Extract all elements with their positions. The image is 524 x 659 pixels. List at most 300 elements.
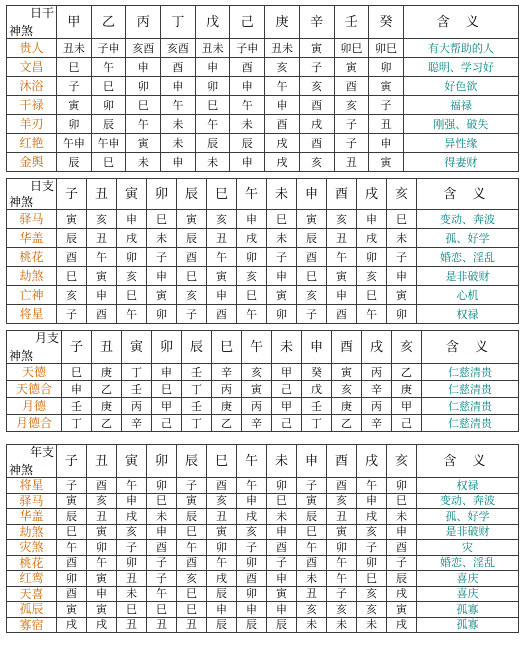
table-cell: 甲 <box>152 398 182 415</box>
table-cell: 子 <box>57 77 92 96</box>
table-row <box>7 540 519 556</box>
column-header: 子 <box>62 331 92 364</box>
table-cell: 丙 <box>362 364 392 381</box>
meaning-cell: 有大帮助的人 <box>403 39 518 58</box>
table-cell: 辰 <box>177 509 207 525</box>
table-cell: 申 <box>267 602 297 618</box>
table-row <box>7 134 519 153</box>
table-cell: 午 <box>126 115 161 134</box>
table-cell: 亥 <box>299 77 334 96</box>
table-cell: 卯 <box>147 478 177 494</box>
meaning-cell: 仁慈清贵 <box>422 364 519 381</box>
table-cell: 巳 <box>267 210 297 229</box>
table-cell: 卯巳 <box>334 39 369 58</box>
table-cell: 巳 <box>357 286 387 305</box>
table-cell: 亥 <box>177 571 207 587</box>
column-header: 亥 <box>392 331 422 364</box>
meaning-header: 含 义 <box>417 445 519 478</box>
table-cell: 申 <box>117 210 147 229</box>
table-cell: 巳 <box>387 210 417 229</box>
table-row <box>7 77 519 96</box>
row-label: 寡宿 <box>7 617 57 633</box>
row-label: 沐浴 <box>7 77 57 96</box>
table-cell: 丑 <box>327 229 357 248</box>
table-cell: 申 <box>62 381 92 398</box>
table-cell: 丑 <box>147 617 177 633</box>
table-cell: 辰 <box>297 229 327 248</box>
table-cell: 午 <box>207 555 237 571</box>
column-header: 酉 <box>327 445 357 478</box>
table-row <box>7 602 519 618</box>
table-cell: 申 <box>230 153 265 172</box>
table-cell: 卯 <box>387 305 417 324</box>
table-cell: 酉 <box>230 58 265 77</box>
column-header: 戌 <box>362 331 392 364</box>
table-cell: 丙 <box>212 381 242 398</box>
table-cell: 亥 <box>357 586 387 602</box>
table-cell: 辰 <box>297 509 327 525</box>
table-cell: 子 <box>177 305 207 324</box>
table-row <box>7 115 519 134</box>
row-label: 羊刃 <box>7 115 57 134</box>
table-row <box>7 571 519 587</box>
table-cell: 戌 <box>387 586 417 602</box>
table-cell: 酉 <box>87 305 117 324</box>
table-cell: 申 <box>207 602 237 618</box>
table-cell: 卯 <box>357 248 387 267</box>
table-cell: 甲 <box>272 364 302 381</box>
row-label: 桃花 <box>7 248 57 267</box>
header-row <box>7 179 519 210</box>
table-cell: 申 <box>237 602 267 618</box>
corner-top-label: 日干 <box>29 6 54 20</box>
table-cell: 巳 <box>177 586 207 602</box>
table-cell: 寅 <box>57 493 87 509</box>
column-header: 辰 <box>177 179 207 210</box>
meaning-cell: 孤、好学 <box>417 229 519 248</box>
table-cell: 未 <box>357 617 387 633</box>
meaning-cell: 福禄 <box>403 96 518 115</box>
table-cell: 卯 <box>87 540 117 556</box>
table-cell: 丑 <box>117 571 147 587</box>
table-cell: 寅 <box>87 571 117 587</box>
table-cell: 子 <box>57 478 87 494</box>
table-cell: 酉 <box>327 305 357 324</box>
table-cell: 未 <box>230 115 265 134</box>
table-cell: 未 <box>147 229 177 248</box>
month-branch-table <box>6 330 519 432</box>
table-cell: 午 <box>87 248 117 267</box>
table-cell: 申 <box>267 571 297 587</box>
column-header: 庚 <box>265 6 300 39</box>
column-header: 申 <box>302 331 332 364</box>
table-cell: 己 <box>272 415 302 432</box>
table-cell: 巳 <box>177 267 207 286</box>
table-cell: 酉 <box>207 305 237 324</box>
table-cell: 子 <box>299 58 334 77</box>
table-cell: 未 <box>195 153 230 172</box>
table-cell: 丑 <box>207 509 237 525</box>
meaning-cell: 权禄 <box>417 305 519 324</box>
table-cell: 丑 <box>327 509 357 525</box>
table-cell: 戌 <box>387 617 417 633</box>
table-cell: 子 <box>177 478 207 494</box>
table-cell: 寅 <box>297 493 327 509</box>
table-cell: 辰 <box>387 571 417 587</box>
table-cell: 午 <box>177 540 207 556</box>
table-cell: 巳 <box>297 524 327 540</box>
row-label: 将星 <box>7 305 57 324</box>
meaning-cell: 心机 <box>417 286 519 305</box>
table-cell: 亥 <box>357 524 387 540</box>
column-header: 辰 <box>177 445 207 478</box>
table-cell: 亥 <box>297 602 327 618</box>
table-cell: 亥 <box>265 58 300 77</box>
table-cell: 辰 <box>237 617 267 633</box>
meaning-cell: 喜庆 <box>417 586 519 602</box>
table-cell: 子 <box>357 540 387 556</box>
table-cell: 申 <box>161 153 196 172</box>
table-cell: 酉 <box>297 555 327 571</box>
table-cell: 午 <box>230 96 265 115</box>
header-row <box>7 331 519 364</box>
table-cell: 寅 <box>177 493 207 509</box>
column-header: 未 <box>267 179 297 210</box>
table-cell: 寅 <box>147 286 177 305</box>
table-cell: 卯 <box>91 96 126 115</box>
table-row <box>7 364 519 381</box>
table-cell: 戌 <box>265 153 300 172</box>
table-cell: 卯 <box>357 555 387 571</box>
table-cell: 午 <box>327 571 357 587</box>
table-cell: 癸 <box>302 364 332 381</box>
table-cell: 子 <box>267 248 297 267</box>
table-cell: 巳 <box>147 210 177 229</box>
column-header: 癸 <box>369 6 404 39</box>
column-header: 巳 <box>212 331 242 364</box>
table-cell: 寅 <box>207 267 237 286</box>
column-header: 辰 <box>182 331 212 364</box>
column-header: 巳 <box>207 445 237 478</box>
table-cell: 辰 <box>267 617 297 633</box>
column-header: 乙 <box>91 6 126 39</box>
table-cell: 巳 <box>147 602 177 618</box>
table-cell: 丁 <box>302 415 332 432</box>
table-cell: 子 <box>334 115 369 134</box>
table-row <box>7 617 519 633</box>
table-cell: 戌 <box>357 229 387 248</box>
table-row <box>7 286 519 305</box>
table-row <box>7 305 519 324</box>
corner-top-label: 日支 <box>29 179 54 193</box>
table-cell: 酉 <box>265 115 300 134</box>
table-cell: 寅 <box>177 210 207 229</box>
corner-bottom-label: 神煞 <box>9 349 34 363</box>
table-cell: 卯 <box>369 58 404 77</box>
table-row <box>7 39 519 58</box>
table-cell: 寅 <box>299 39 334 58</box>
table-cell: 子 <box>237 540 267 556</box>
table-cell: 亥酉 <box>126 39 161 58</box>
table-cell: 寅 <box>369 77 404 96</box>
table-cell: 子 <box>334 134 369 153</box>
table-cell: 戌 <box>265 134 300 153</box>
table-cell: 酉 <box>297 248 327 267</box>
row-label: 劫煞 <box>7 524 57 540</box>
table-cell: 亥 <box>87 210 117 229</box>
row-label: 天喜 <box>7 586 57 602</box>
table-cell: 丁 <box>182 381 212 398</box>
table-cell: 寅 <box>207 524 237 540</box>
meaning-cell: 婚恋、淫乱 <box>417 248 519 267</box>
table-cell: 亥 <box>299 153 334 172</box>
column-header: 申 <box>297 445 327 478</box>
table-cell: 申 <box>265 96 300 115</box>
table-cell: 午申 <box>57 134 92 153</box>
table-cell: 子 <box>369 96 404 115</box>
table-row <box>7 493 519 509</box>
table-cell: 戌 <box>117 509 147 525</box>
table-cell: 亥 <box>332 381 362 398</box>
row-label: 灾煞 <box>7 540 57 556</box>
table-cell: 申 <box>237 210 267 229</box>
column-header: 巳 <box>207 179 237 210</box>
table-cell: 亥 <box>57 286 87 305</box>
column-header: 亥 <box>387 179 417 210</box>
table-cell: 卯 <box>57 115 92 134</box>
table-cell: 丑 <box>297 586 327 602</box>
table-cell: 子 <box>387 248 417 267</box>
table-cell: 卯 <box>117 248 147 267</box>
table-cell: 丑 <box>117 617 147 633</box>
table-cell: 亥 <box>87 493 117 509</box>
table-cell: 亥 <box>237 267 267 286</box>
table-cell: 申 <box>117 493 147 509</box>
table-cell: 巳 <box>57 58 92 77</box>
row-label: 金舆 <box>7 153 57 172</box>
table-cell: 寅 <box>327 267 357 286</box>
column-header: 卯 <box>147 445 177 478</box>
table-cell: 丙 <box>242 398 272 415</box>
column-header: 丙 <box>126 6 161 39</box>
table-cell: 子 <box>297 305 327 324</box>
table-cell: 亥 <box>327 602 357 618</box>
table-cell: 酉 <box>207 478 237 494</box>
table-cell: 寅 <box>297 210 327 229</box>
meaning-cell: 好色欲 <box>403 77 518 96</box>
table-cell: 亥 <box>237 524 267 540</box>
table-cell: 辰 <box>230 134 265 153</box>
table-cell: 酉 <box>57 586 87 602</box>
table-cell: 甲 <box>392 398 422 415</box>
table-cell: 寅 <box>369 153 404 172</box>
table-cell: 丑 <box>207 229 237 248</box>
meaning-cell: 是非破财 <box>417 267 519 286</box>
row-label: 亡神 <box>7 286 57 305</box>
corner-cell <box>7 445 57 478</box>
table-cell: 寅 <box>87 267 117 286</box>
table-cell: 子申 <box>230 39 265 58</box>
table-row <box>7 248 519 267</box>
table-cell: 午 <box>237 478 267 494</box>
table-cell: 寅 <box>267 286 297 305</box>
row-label: 华盖 <box>7 509 57 525</box>
table-cell: 巳 <box>91 153 126 172</box>
corner-bottom-label: 神煞 <box>9 24 34 38</box>
table-cell: 庚 <box>92 364 122 381</box>
table-cell: 酉 <box>161 58 196 77</box>
column-header: 戌 <box>357 179 387 210</box>
table-cell: 寅 <box>387 286 417 305</box>
table-cell: 庚 <box>332 398 362 415</box>
table-cell: 酉 <box>87 478 117 494</box>
table-cell: 庚 <box>392 381 422 398</box>
table-cell: 巳 <box>177 602 207 618</box>
table-cell: 卯 <box>126 77 161 96</box>
table-cell: 午 <box>91 58 126 77</box>
column-header: 未 <box>267 445 297 478</box>
column-header: 卯 <box>147 179 177 210</box>
table-cell: 巳 <box>117 602 147 618</box>
meaning-cell: 仁慈清贵 <box>422 415 519 432</box>
table-cell: 亥 <box>117 267 147 286</box>
meaning-cell: 孤、好学 <box>417 509 519 525</box>
table-cell: 酉 <box>299 134 334 153</box>
meaning-cell: 得妻财 <box>403 153 518 172</box>
table-cell: 丑未 <box>57 39 92 58</box>
table-cell: 亥 <box>334 96 369 115</box>
table-cell: 亥 <box>327 493 357 509</box>
table-cell: 子 <box>327 586 357 602</box>
table-cell: 巳 <box>195 96 230 115</box>
column-header: 寅 <box>122 331 152 364</box>
column-header: 丑 <box>92 331 122 364</box>
table-cell: 寅 <box>334 58 369 77</box>
table-cell: 乙 <box>332 415 362 432</box>
table-row <box>7 509 519 525</box>
table-cell: 戌 <box>237 229 267 248</box>
row-label: 将星 <box>7 478 57 494</box>
table-cell: 申 <box>195 58 230 77</box>
table-cell: 子 <box>147 248 177 267</box>
meaning-cell: 仁慈清贵 <box>422 398 519 415</box>
table-cell: 午 <box>207 248 237 267</box>
table-cell: 申 <box>230 77 265 96</box>
table-cell: 午 <box>117 305 147 324</box>
meaning-header: 含 义 <box>403 6 518 39</box>
table-cell: 申 <box>87 286 117 305</box>
day-branch-table <box>6 178 519 324</box>
meaning-cell: 喜庆 <box>417 571 519 587</box>
row-label: 桃花 <box>7 555 57 571</box>
corner-top-label: 年支 <box>29 445 54 459</box>
table-cell: 申 <box>126 58 161 77</box>
table-cell: 未 <box>267 229 297 248</box>
column-header: 丑 <box>87 179 117 210</box>
column-header: 午 <box>237 445 267 478</box>
column-header: 戌 <box>357 445 387 478</box>
table-cell: 申 <box>327 286 357 305</box>
table-cell: 辛 <box>242 415 272 432</box>
table-cell: 寅 <box>242 381 272 398</box>
table-cell: 申 <box>87 586 117 602</box>
table-cell: 子申 <box>91 39 126 58</box>
table-cell: 子 <box>387 555 417 571</box>
table-cell: 午 <box>87 555 117 571</box>
table-cell: 寅 <box>387 602 417 618</box>
table-cell: 申 <box>267 267 297 286</box>
meaning-cell: 聪明、学习好 <box>403 58 518 77</box>
table-cell: 酉 <box>267 540 297 556</box>
table-cell: 乙 <box>392 364 422 381</box>
table-cell: 酉 <box>237 571 267 587</box>
table-cell: 庚 <box>92 398 122 415</box>
table-cell: 巳 <box>177 524 207 540</box>
table-row <box>7 381 519 398</box>
table-cell: 寅 <box>126 134 161 153</box>
table-cell: 午申 <box>91 134 126 153</box>
row-label: 干禄 <box>7 96 57 115</box>
table-cell: 午 <box>117 478 147 494</box>
table-cell: 午 <box>237 305 267 324</box>
table-cell: 巳 <box>57 524 87 540</box>
table-cell: 亥 <box>207 210 237 229</box>
column-header: 甲 <box>57 6 92 39</box>
table-cell: 亥 <box>357 602 387 618</box>
table-cell: 巳 <box>62 364 92 381</box>
table-cell: 辛 <box>362 415 392 432</box>
table-cell: 巳 <box>297 267 327 286</box>
table-cell: 亥 <box>177 286 207 305</box>
table-cell: 酉 <box>57 248 87 267</box>
table-row <box>7 398 519 415</box>
corner-cell <box>7 179 57 210</box>
table-cell: 卯 <box>195 77 230 96</box>
table-cell: 卯 <box>237 248 267 267</box>
column-header: 丁 <box>161 6 196 39</box>
table-cell: 丑 <box>87 509 117 525</box>
table-cell: 申 <box>369 134 404 153</box>
table-row <box>7 58 519 77</box>
table-cell: 己 <box>272 381 302 398</box>
table-cell: 子 <box>297 478 327 494</box>
table-cell: 酉 <box>334 77 369 96</box>
meaning-cell: 权禄 <box>417 478 519 494</box>
meaning-cell: 是非破财 <box>417 524 519 540</box>
table-cell: 卯 <box>57 571 87 587</box>
table-cell: 亥 <box>357 267 387 286</box>
row-label: 驿马 <box>7 493 57 509</box>
table-cell: 未 <box>267 509 297 525</box>
table-cell: 申 <box>237 493 267 509</box>
table-cell: 寅 <box>327 524 357 540</box>
table-cell: 未 <box>387 229 417 248</box>
table-cell: 子 <box>267 555 297 571</box>
table-cell: 午 <box>265 77 300 96</box>
table-cell: 卯巳 <box>369 39 404 58</box>
table-cell: 己 <box>392 415 422 432</box>
table-cell: 辰 <box>195 134 230 153</box>
table-cell: 丙 <box>362 398 392 415</box>
header-row <box>7 6 519 39</box>
column-header: 酉 <box>327 179 357 210</box>
table-cell: 申 <box>357 493 387 509</box>
table-cell: 子 <box>147 571 177 587</box>
corner-top-label: 月支 <box>34 331 59 345</box>
table-cell: 戌 <box>87 617 117 633</box>
row-label: 天德合 <box>7 381 62 398</box>
table-cell: 壬 <box>182 364 212 381</box>
